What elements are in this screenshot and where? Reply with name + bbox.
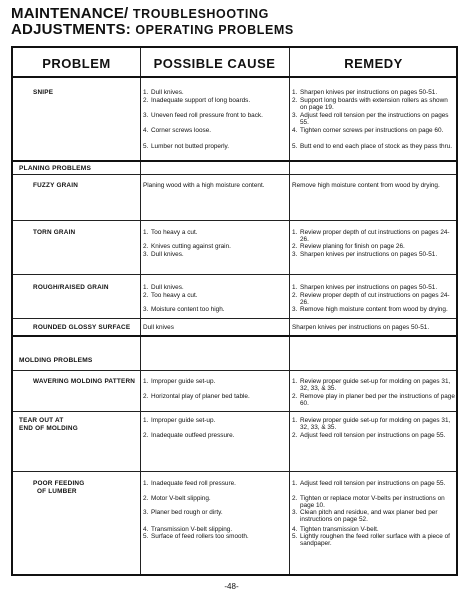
- poor-remedy-3: 3. Clean pitch and residue, and wax planer bed per instructions on page 52.: [292, 509, 438, 524]
- torn-remedy-1: 1. Review proper depth of cut instructions on pages 24-26.: [292, 229, 450, 244]
- poor-remedy-5: 5. Lightly roughen the feed roller surface with a piece of sandpaper.: [292, 533, 450, 548]
- snipe-remedy-5: 5. Butt end to end each place of stock as they pass thru.: [292, 143, 453, 150]
- problem-tear-out: TEAR OUT AT END OF MOLDING: [19, 417, 78, 432]
- column-header-remedy: REMEDY: [344, 56, 403, 71]
- poor-cause-1: 1. Inadequate feed roll pressure.: [143, 480, 236, 487]
- snipe-cause-1: 1. Dull knives.: [143, 89, 184, 96]
- rough-remedy-3: 3. Remove high moisture content from wood by drying.: [292, 306, 448, 313]
- problem-fuzzy-grain: FUZZY GRAIN: [33, 182, 79, 189]
- section-rule-molding: [13, 335, 456, 337]
- header-rule: [13, 76, 456, 78]
- row-rule-tearout: [13, 471, 456, 472]
- poor-remedy-4: 4. Tighten transmission V-belt.: [292, 526, 379, 533]
- poor-cause-2: 2. Motor V-belt slipping.: [143, 495, 211, 502]
- page-number: -48-: [224, 582, 239, 591]
- rough-remedy-1: 1. Sharpen knives per instructions on pages 50-51.: [292, 284, 438, 291]
- tearout-remedy-2: 2. Adjust feed roll tension per instructions on page 55.: [292, 432, 446, 439]
- torn-cause-2: 2. Knives cutting against grain.: [143, 243, 231, 250]
- poor-cause-5: 5. Surface of feed rollers too smooth.: [143, 533, 249, 540]
- snipe-cause-3: 3. Uneven feed roll pressure front to back.: [143, 112, 263, 119]
- section-rule-planing: [13, 160, 456, 162]
- wavering-cause-1: 1. Improper guide set-up.: [143, 378, 216, 385]
- rough-cause-1: 1. Dull knives.: [143, 284, 184, 291]
- problem-poor-feeding: POOR FEEDING OF LUMBER: [33, 480, 85, 495]
- poor-cause-3: 3. Planer bed rough or dirty.: [143, 509, 223, 516]
- header-operating: OPERATING PROBLEMS: [135, 23, 294, 37]
- poor-remedy-1: 1. Adjust feed roll tension per instructions on page 55.: [292, 480, 446, 487]
- row-rule-rough: [13, 318, 456, 319]
- torn-cause-3: 3. Dull knives.: [143, 251, 184, 258]
- snipe-remedy-3: 3. Adjust feed roll tension per the instructions on pages 55.: [292, 112, 449, 127]
- wavering-remedy-2: 2. Remove play in planer bed per the instructions of page 60.: [292, 393, 455, 408]
- rough-cause-2: 2. Too heavy a cut.: [143, 292, 198, 299]
- torn-remedy-2: 2. Review planing for finish on page 26.: [292, 243, 405, 250]
- snipe-remedy-4: 4. Tighten corner screws per instructions on page 60.: [292, 127, 444, 134]
- column-divider-2: [289, 48, 290, 574]
- header-troubleshooting: TROUBLESHOOTING: [132, 7, 269, 21]
- problem-wavering-pattern: WAVERING MOLDING PATTERN: [33, 378, 136, 385]
- tearout-cause-2: 2. Inadequate outfeed pressure.: [143, 432, 235, 439]
- molding-rule: [13, 370, 456, 371]
- row-rule-fuzzy: [13, 220, 456, 221]
- problem-snipe: SNIPE: [33, 89, 54, 96]
- snipe-cause-4: 4. Corner screws loose.: [143, 127, 212, 134]
- row-rule-torn: [13, 274, 456, 275]
- column-header-problem: PROBLEM: [42, 56, 111, 71]
- snipe-remedy-2: 2. Support long boards with extension rollers as shown on page 19.: [292, 97, 448, 112]
- torn-remedy-3: 3. Sharpen knives per instructions on pages 50-51.: [292, 251, 438, 258]
- section-molding: MOLDING PROBLEMS: [19, 357, 93, 364]
- header-maintenance: MAINTENANCE/: [11, 5, 129, 22]
- troubleshooting-table: PROBLEM POSSIBLE CAUSE REMEDY SNIPE 1. Dull knives. 2. Inadequate support of long boards. 3. Uneven feed roll pressure front to back. 4. Corner screws loose. 5. Lumber not butted properly. 1. Sharpen knives per instructions on pages 50-51. 2. Support long boards with extension rollers as shown on page 19. 3. Adjust feed roll tension per the instructions on pages 55. 4. Tighten corner screws per instructions on page 60. 5. Butt end to end each place of stock as they pass thru. PLANING PROBLEMS FUZZY GRAIN Planing wood with a high moisture content. Remove high moisture content from wood by drying. TORN GRAIN 1. Too heavy a cut. 2. Knives cutting against grain. 3. Dull knives. 1. Review proper depth of cut instructions on pages 24-26. 2. Review planing for finish on page 26. 3. Sharpen knives per instructions on pages 50-51. ROUGH/RAISED GRAIN 1. Dull knives. 2. Too heavy a cut. 3. Moisture content too high. 1. Sharpen knives per instructions on pages 50-51. 2. Review proper depth of cut instructions on pages 24-26. 3. Remove high moisture content from wood by drying. ROUNDED GLOSSY SURFACE Dull knives Sharpen knives per instructions on pages 50-51. MOLDING PROBLEMS WAVERING MOLDING PATTERN 1. Improper guide set-up. 2. Horizontal play of planer bed table. 1. Review proper guide set-up for molding on pages 31, 32, 33, & 35. 2. Remove play in planer bed per the instructions of page 60. TEAR OUT AT END OF MOLDING 1. Improper guide set-up. 2. Inadequate outfeed pressure. 1. Review proper guide set-up for molding on pages 31, 32, 33, & 35. 2. Adjust feed roll tension per instructions on page 55. POOR FEEDING OF LUMBER 1. Inadequate feed roll pressure. 2. Motor V-belt slipping. 3. Planer bed rough or dirty. 4. Transmission V-belt slipping. 5. Surface of feed rollers too smooth. 1. Adjust feed roll tension per instructions on page 55. 2. Tighten or replace motor V-belts per instructions on page 10. 3. Clean pitch and residue, and wax planer bed per instructions on page 52. 4. Tighten transmission V-belt. 5. Lightly roughen the feed roller surface with a piece of sandpaper.: [11, 46, 458, 576]
- rough-remedy-2: 2. Review proper depth of cut instructions on pages 24-26.: [292, 292, 450, 307]
- problem-glossy-surface: ROUNDED GLOSSY SURFACE: [33, 324, 131, 331]
- snipe-cause-2: 2. Inadequate support of long boards.: [143, 97, 251, 104]
- wavering-remedy-1: 1. Review proper guide set-up for molding on pages 31, 32, 33, & 35.: [292, 378, 451, 393]
- column-divider-1: [140, 48, 141, 574]
- snipe-cause-5: 5. Lumber not butted properly.: [143, 143, 230, 150]
- poor-remedy-2: 2. Tighten or replace motor V-belts per instructions on page 10.: [292, 495, 445, 510]
- tearout-cause-1: 1. Improper guide set-up.: [143, 417, 216, 424]
- wavering-cause-2: 2. Horizontal play of planer bed table.: [143, 393, 250, 400]
- row-rule-wavering: [13, 411, 456, 412]
- header-adjustments: ADJUSTMENTS:: [11, 21, 131, 38]
- torn-cause-1: 1. Too heavy a cut.: [143, 229, 198, 236]
- page-header: [11, 6, 456, 38]
- header-line-2: [11, 22, 456, 38]
- planing-rule: [13, 174, 456, 175]
- rough-cause-3: 3. Moisture content too high.: [143, 306, 225, 313]
- problem-torn-grain: TORN GRAIN: [33, 229, 76, 236]
- poor-cause-4: 4. Transmission V-belt slipping.: [143, 526, 233, 533]
- tearout-remedy-1: 1. Review proper guide set-up for molding on pages 31, 32, 33, & 35.: [292, 417, 451, 432]
- column-header-cause: POSSIBLE CAUSE: [153, 56, 276, 71]
- snipe-remedy-1: 1. Sharpen knives per instructions on pages 50-51.: [292, 89, 438, 96]
- problem-rough-grain: ROUGH/RAISED GRAIN: [33, 284, 109, 291]
- header-line-1: [11, 6, 456, 22]
- section-planing: PLANING PROBLEMS: [19, 165, 92, 172]
